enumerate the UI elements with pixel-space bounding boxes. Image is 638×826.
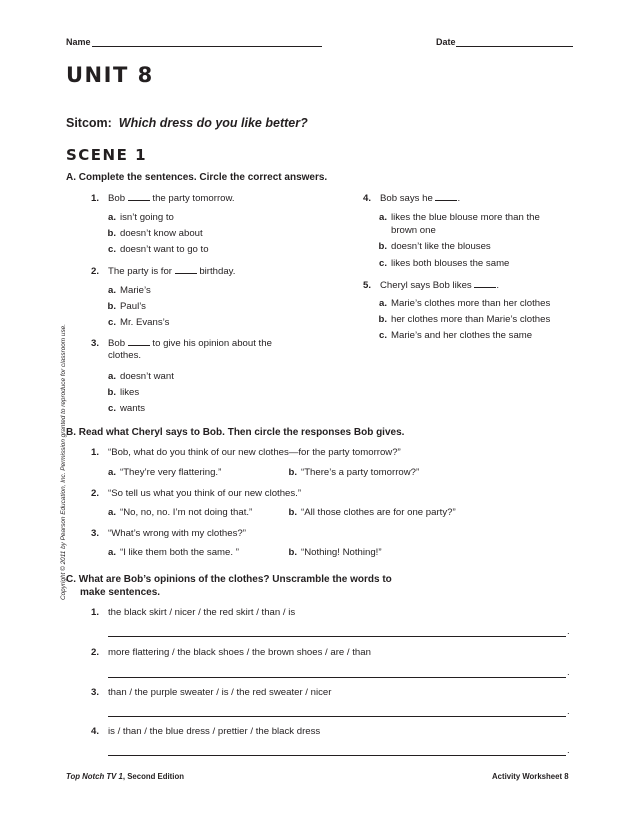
option[interactable]: a. likes the blue blouse more than the [378,212,540,223]
answer-blank[interactable] [474,279,496,288]
copyright-sidebar: Copyright © 2011 by Pearson Education, Inc. Permission granted to reproduce for classroom use. [60,324,67,600]
option[interactable]: a. Marie’s clothes more than her clothes [378,298,551,309]
answer-blank[interactable] [435,192,457,201]
option[interactable]: c. wants [107,403,146,414]
answer-blank[interactable] [128,192,150,201]
sitcom-title [66,116,308,130]
answer-blank[interactable] [128,337,150,346]
option[interactable]: b. her clothes more than Marie’s clothes [378,314,551,325]
option[interactable]: b. doesn’t know about [107,228,203,239]
footer-book-title: Top Notch TV 1 [66,772,123,781]
question-a4: 4. Bob says he . [363,193,461,204]
question-number: 1. [91,193,100,204]
option[interactable]: a. “No, no, no. I’m not doing that.” [107,507,253,518]
option[interactable]: b. doesn’t like the blouses [378,241,491,252]
date-line[interactable] [456,46,573,47]
unit-title: UNIT 8 [66,63,154,87]
section-a-instruction: A. Complete the sentences. Circle the correct answers. [66,172,328,183]
name-line[interactable] [92,46,322,47]
name-label: Name [66,37,91,47]
option[interactable]: b. “There’s a party tomorrow?” [288,467,420,478]
option-continued: brown one [391,225,436,236]
line-period: . [567,626,570,637]
scene-title: SCENE 1 [66,146,148,164]
option[interactable]: a. Marie’s [107,285,151,296]
footer-worksheet: Activity Worksheet 8 [492,772,569,781]
answer-line[interactable] [108,636,566,637]
answer-blank[interactable] [175,265,197,274]
option[interactable]: c. likes both blouses the same [378,258,510,269]
section-b-instruction: B. Read what Cheryl says to Bob. Then circle the responses Bob gives. [66,427,405,438]
line-period: . [567,667,570,678]
sitcom-label: Sitcom: [66,116,112,130]
question-b3: 3. “What’s wrong with my clothes?” [91,528,246,539]
option[interactable]: a. “They’re very flattering.” [107,467,222,478]
answer-line[interactable] [108,716,566,717]
footer-book: Top Notch TV 1, Second Edition [66,772,184,781]
question-c3: 3. than / the purple sweater / is / the red sweater / nicer [91,687,332,698]
question-b1: 1. “Bob, what do you think of our new clothes—for the party tomorrow?” [91,447,401,458]
option[interactable]: a. isn’t going to [107,212,174,223]
option[interactable]: c. doesn’t want to go to [107,244,209,255]
option[interactable]: a. doesn’t want [107,371,174,382]
question-a2: 2. The party is for birthday. [91,266,236,277]
option[interactable]: c. Marie’s and her clothes the same [378,330,533,341]
question-a5: 5. Cheryl says Bob likes . [363,280,500,291]
option[interactable]: a. “I like them both the same. ” [107,547,239,558]
option[interactable]: c. Mr. Evans’s [107,317,170,328]
date-label: Date [436,37,456,47]
option[interactable]: b. Paul’s [107,301,146,312]
line-period: . [567,706,570,717]
question-a1: 1. Bob the party tomorrow. [91,193,235,204]
answer-line[interactable] [108,677,566,678]
question-a3: 3. Bob to give his opinion about the [91,338,272,349]
option[interactable]: b. “Nothing! Nothing!” [288,547,382,558]
question-a3-line2: clothes. [108,350,142,361]
section-c-instruction: C. What are Bob’s opinions of the clothes? Unscramble the words to [66,574,392,585]
sitcom-name: Which dress do you like better? [118,116,308,130]
option[interactable]: b. likes [107,387,140,398]
section-c-instruction-line2: make sentences. [80,587,161,598]
question-c4: 4. is / than / the blue dress / prettier / the black dress [91,726,321,737]
line-period: . [567,745,570,756]
option[interactable]: b. “All those clothes are for one party?” [288,507,456,518]
answer-line[interactable] [108,755,566,756]
question-c1: 1. the black skirt / nicer / the red skirt / than / is [91,607,296,618]
question-c2: 2. more flattering / the black shoes / the brown shoes / are / than [91,647,371,658]
question-b2: 2. “So tell us what you think of our new clothes.” [91,488,302,499]
